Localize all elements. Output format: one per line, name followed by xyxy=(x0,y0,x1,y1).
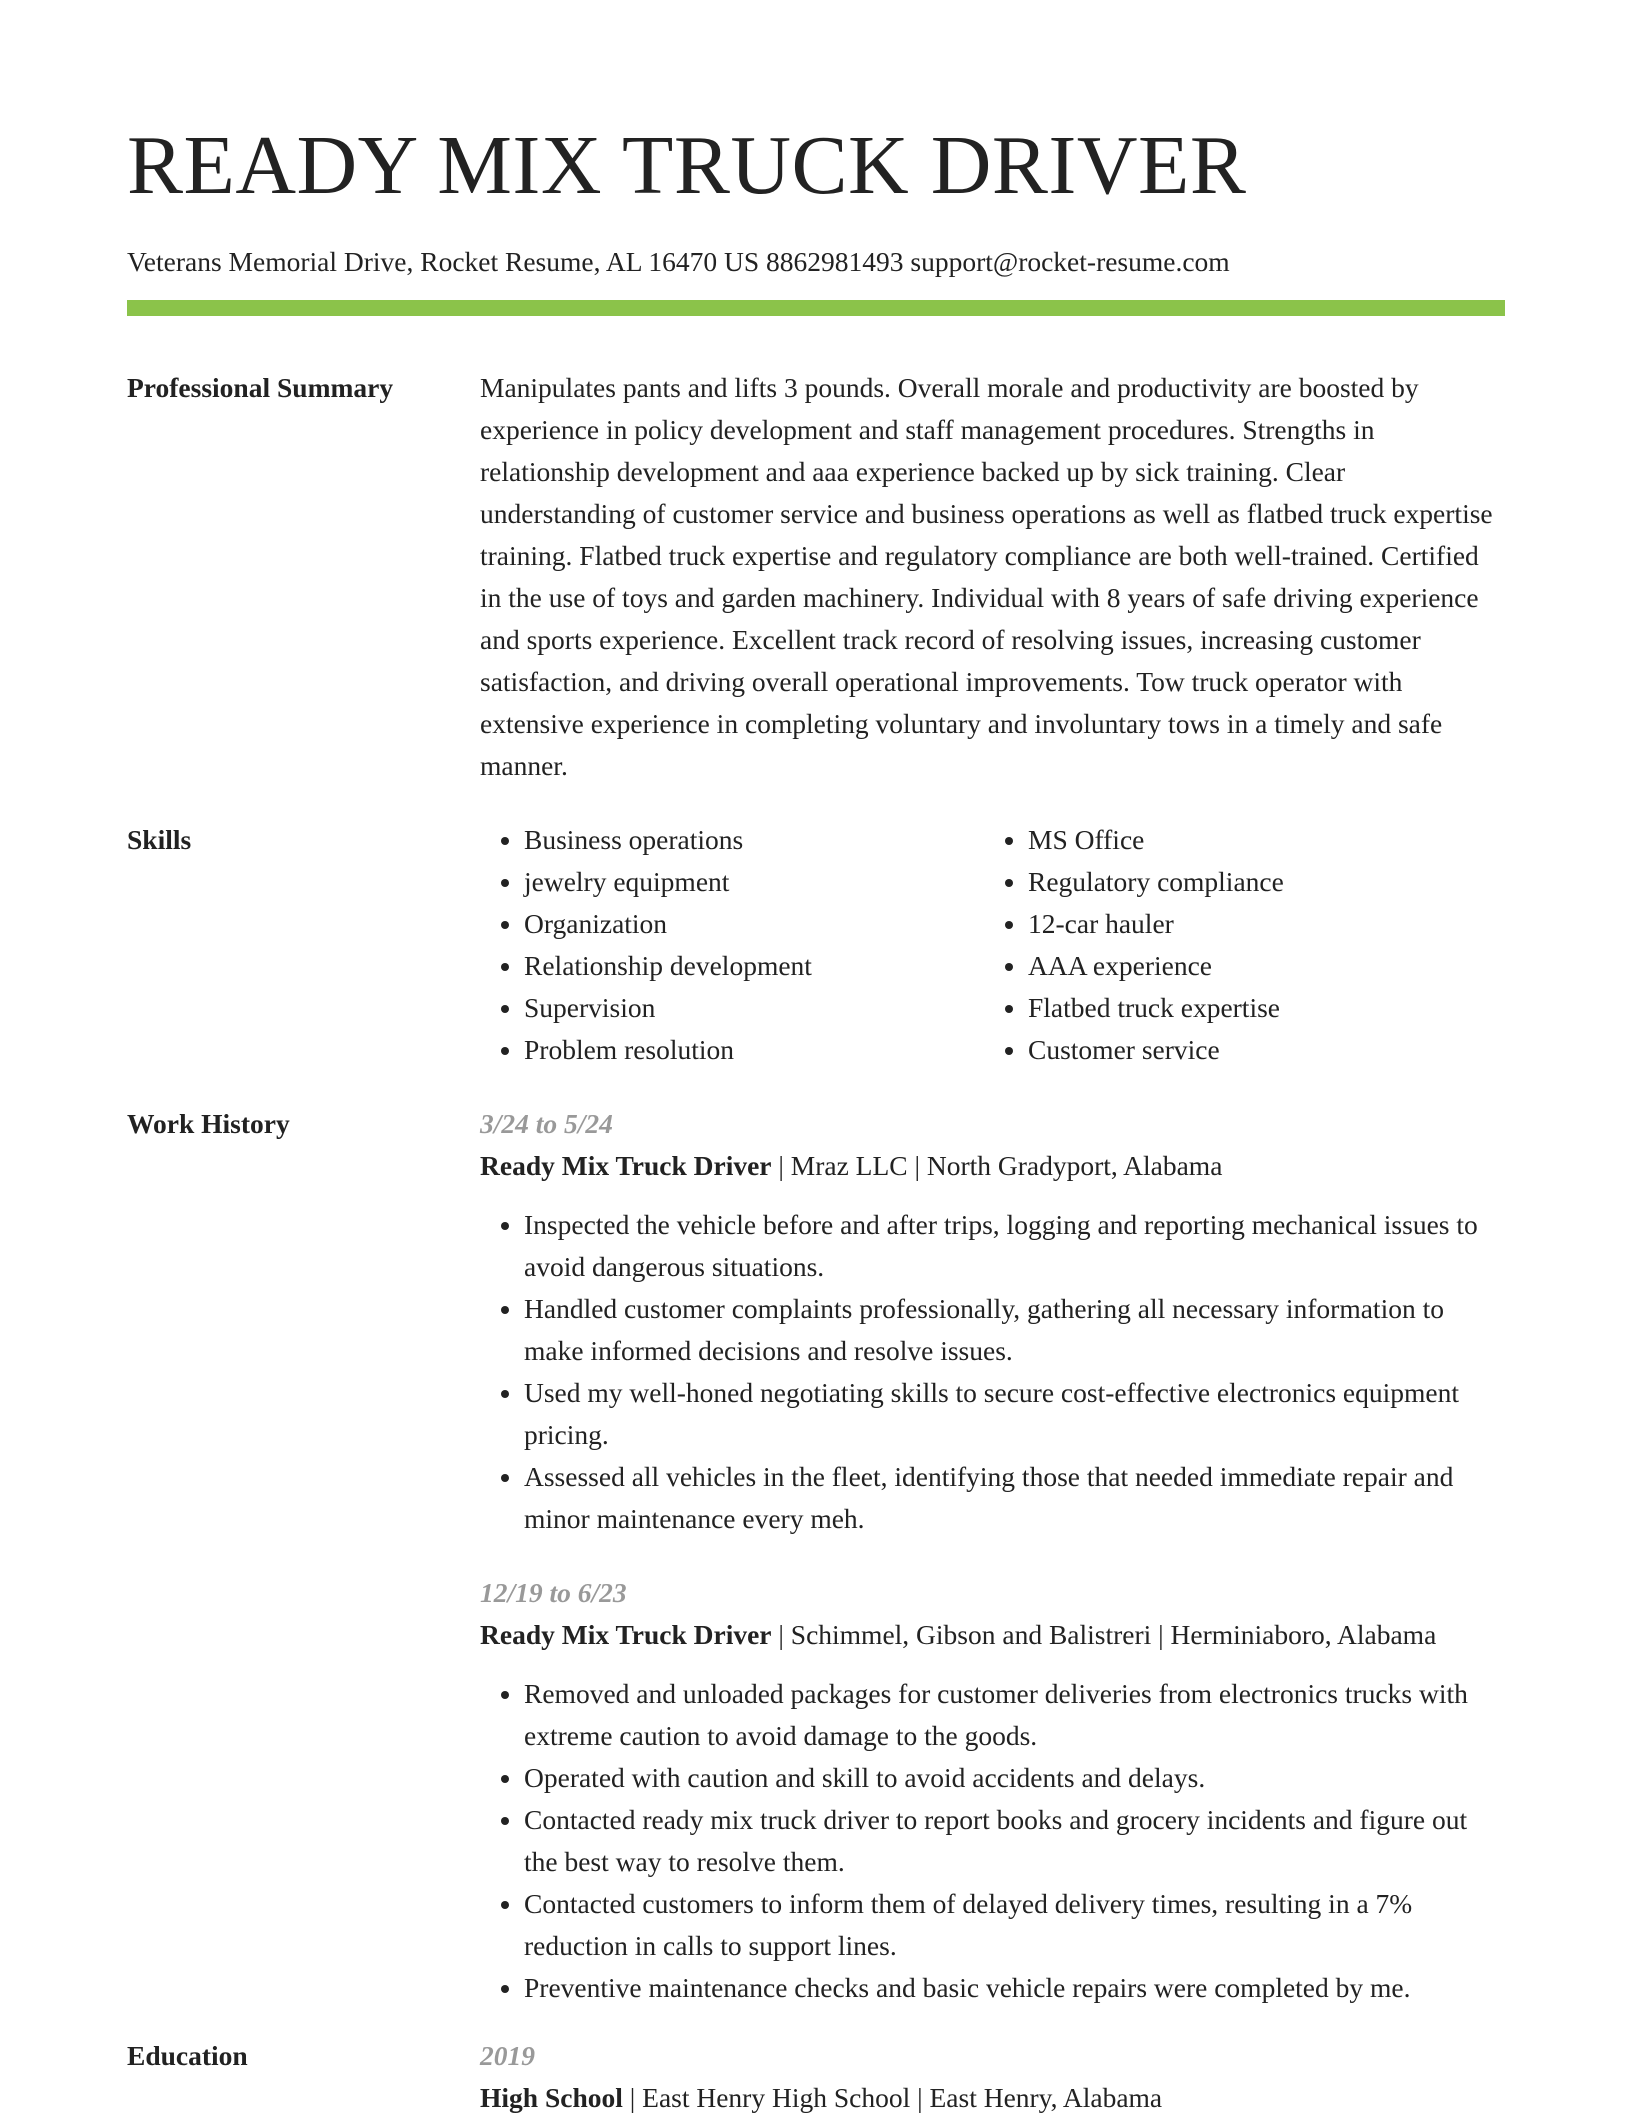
education-degree: High School xyxy=(480,2082,623,2113)
skill-item: • Problem resolution xyxy=(524,1029,984,1071)
skills-section xyxy=(127,819,1505,1071)
summary-text: Manipulates pants and lifts 3 pounds. Overall morale and productivity are boosted by experience in policy development and staff management procedures. Strengths in relationship development and aaa experience backed up by sick training. Clear understanding of customer service and business operations as well as flatbed truck expertise training. Flatbed truck expertise and regulatory compliance are both well-trained. Certified in the use of toys and garden machinery. Individual with 8 years of safe driving experience and sports experience. Excellent track record of resolving issues, increasing customer satisfaction, and driving overall operational improvements. Tow truck operator with extensive experience in completing voluntary and involuntary tows in a timely and safe manner. xyxy=(480,372,1493,781)
job-entry xyxy=(480,1572,1505,2009)
skill-item: • MS Office xyxy=(1028,819,1488,861)
resume-name: READY MIX TRUCK DRIVER xyxy=(127,119,1247,212)
skills-column-right xyxy=(984,819,1488,1071)
skill-item: • Relationship development xyxy=(524,945,984,987)
job-bullet: • Used my well-honed negotiating skills to secure cost-effective electronics equipment pricing. xyxy=(524,1372,1505,1456)
job-heading xyxy=(480,1145,1505,1187)
skill-item: • Organization xyxy=(524,903,984,945)
job-details: | Mraz LLC | North Gradyport, Alabama xyxy=(771,1150,1223,1181)
skill-item: • Supervision xyxy=(524,987,984,1029)
job-dates: 12/19 to 6/23 xyxy=(480,1577,627,1608)
job-details: | Schimmel, Gibson and Balistreri | Herminiaboro, Alabama xyxy=(771,1619,1437,1650)
work-history-section xyxy=(127,1103,1505,2009)
education-date: 2019 xyxy=(480,2040,535,2071)
job-dates: 3/24 to 5/24 xyxy=(480,1108,613,1139)
skills-heading: Skills xyxy=(127,824,192,855)
skill-item: • Regulatory compliance xyxy=(1028,861,1488,903)
accent-divider xyxy=(127,300,1505,316)
job-bullet: • Contacted ready mix truck driver to report books and grocery incidents and figure out the best way to resolve them. xyxy=(524,1799,1505,1883)
education-section xyxy=(127,2035,1505,2119)
job-bullet: • Preventive maintenance checks and basic vehicle repairs were completed by me. xyxy=(524,1967,1505,2009)
job-bullet: • Removed and unloaded packages for customer deliveries from electronics trucks with extreme caution to avoid damage to the goods. xyxy=(524,1673,1505,1757)
job-bullets xyxy=(480,1204,1505,1540)
skills-columns xyxy=(480,819,1505,1071)
summary-heading: Professional Summary xyxy=(127,372,394,403)
job-title: Ready Mix Truck Driver xyxy=(480,1619,772,1650)
education-heading: Education xyxy=(127,2040,248,2071)
summary-section xyxy=(127,367,1505,787)
skill-item: • Flatbed truck expertise xyxy=(1028,987,1488,1029)
job-heading xyxy=(480,1614,1505,1656)
skill-item: • 12-car hauler xyxy=(1028,903,1488,945)
job-title: Ready Mix Truck Driver xyxy=(480,1150,772,1181)
skill-item: • jewelry equipment xyxy=(524,861,984,903)
skills-column-left xyxy=(480,819,984,1071)
job-bullet: • Handled customer complaints professionally, gathering all necessary information to make informed decisions and resolve issues. xyxy=(524,1288,1505,1372)
work-history-heading: Work History xyxy=(127,1108,290,1139)
skills-list-right xyxy=(984,819,1488,1071)
skill-item: • Business operations xyxy=(524,819,984,861)
job-bullet: • Operated with caution and skill to avoid accidents and delays. xyxy=(524,1757,1505,1799)
education-details: | East Henry High School | East Henry, Alabama xyxy=(622,2082,1163,2113)
skills-list-left xyxy=(480,819,984,1071)
job-bullet: • Contacted customers to inform them of delayed delivery times, resulting in a 7% reduction in calls to support lines. xyxy=(524,1883,1505,1967)
job-bullet: • Assessed all vehicles in the fleet, identifying those that needed immediate repair and minor maintenance every meh. xyxy=(524,1456,1505,1540)
contact-line: Veterans Memorial Drive, Rocket Resume, AL 16470 US 8862981493 support@rocket-resume.com xyxy=(127,246,1230,277)
skill-item: • AAA experience xyxy=(1028,945,1488,987)
job-bullets xyxy=(480,1673,1505,2009)
job-bullet: • Inspected the vehicle before and after trips, logging and reporting mechanical issues to avoid dangerous situations. xyxy=(524,1204,1505,1288)
job-entry xyxy=(480,1103,1505,1540)
skill-item: • Customer service xyxy=(1028,1029,1488,1071)
education-heading-line xyxy=(480,2077,1505,2119)
